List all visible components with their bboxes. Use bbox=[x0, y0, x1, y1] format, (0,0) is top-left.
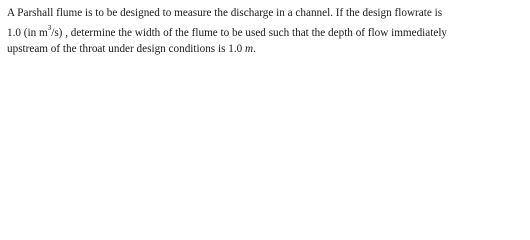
problem-line-3 bbox=[7, 41, 525, 58]
flowrate-unit-exponent: 3 bbox=[47, 23, 52, 32]
problem-line-2-text: /s) , determine the width of the flume to be used such that the depth of flow immediately bbox=[51, 26, 448, 39]
flowrate-value: 1.0 bbox=[7, 26, 21, 39]
flowrate-unit-prefix: (in m bbox=[23, 26, 48, 39]
problem-line-3-text: upstream of the throat under design conditions is 1.0 bbox=[7, 43, 243, 55]
problem-line-1: A Parshall flume is to be designed to measure the discharge in a channel. If the design flowrate is bbox=[7, 7, 443, 19]
sentence-end: . bbox=[253, 43, 256, 55]
problem-line-2 bbox=[7, 25, 525, 42]
depth-unit: m bbox=[245, 43, 254, 55]
problem-statement bbox=[7, 5, 525, 58]
